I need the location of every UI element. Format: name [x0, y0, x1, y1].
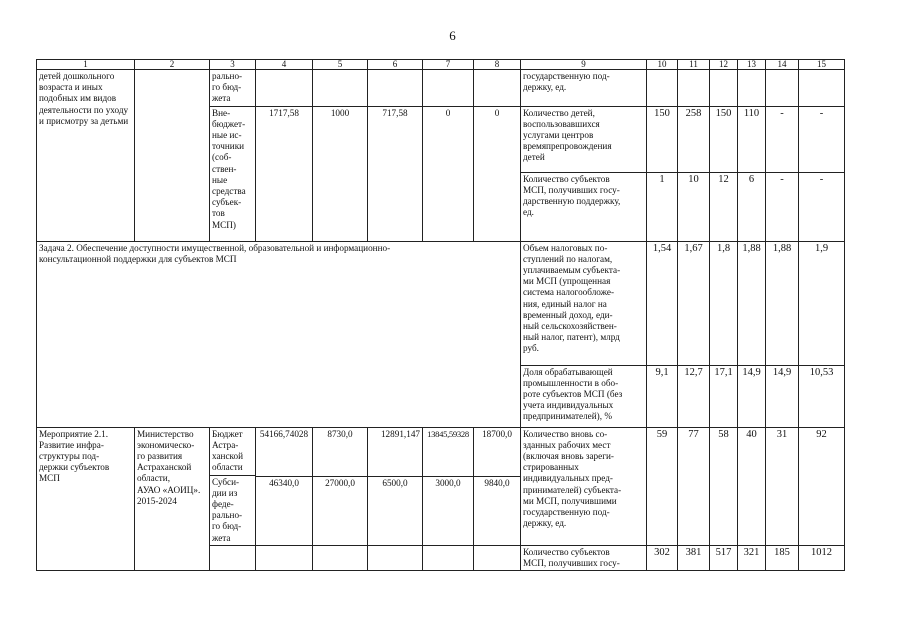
value-cell: 10 [678, 172, 710, 241]
activity-cell: Мероприятие 2.1. Развитие инфра- структуры под- держки субъектов МСП [37, 427, 135, 571]
table-row [37, 241, 845, 365]
source-cell: Вне- бюджет- ные ис- точники (соб- ствен- ные средства субъек- тов МСП) [210, 106, 256, 241]
finance-value: 6500,0 [382, 477, 408, 488]
finance-cell [368, 427, 423, 545]
value-cell: 381 [678, 545, 710, 570]
finance-cell [256, 427, 313, 545]
value-cell: 9,1 [647, 365, 678, 427]
finance-value: 12891,147 [368, 428, 422, 477]
header-cell: 6 [368, 60, 423, 70]
value-cell: - [766, 106, 799, 172]
responsible-cell [135, 70, 210, 242]
value-cell: 59 [647, 427, 678, 545]
value-cell [678, 70, 710, 107]
source-federal: Субси- дии из феде- рально- го бюд- жета [212, 476, 243, 543]
source-cell: рально- го бюд- жета [210, 70, 256, 107]
header-cell: 11 [678, 60, 710, 70]
finance-cell [423, 427, 474, 545]
indicator-cell: Количество субъектов МСП, получивших госу- [521, 545, 647, 570]
value-cell: 31 [766, 427, 799, 545]
finance-value: 13845,59328 [423, 428, 473, 477]
value-cell [647, 70, 678, 107]
value-cell: 1,88 [738, 241, 766, 365]
header-cell: 13 [738, 60, 766, 70]
value-cell [738, 70, 766, 107]
value-cell [766, 70, 799, 107]
header-cell: 8 [474, 60, 521, 70]
page-number: 6 [449, 28, 456, 43]
finance-cell [368, 545, 423, 570]
finance-cell: 0 [423, 106, 474, 241]
finance-cell [474, 427, 521, 545]
finance-cell: 1717,58 [256, 106, 313, 241]
value-cell: 77 [678, 427, 710, 545]
header-cell: 4 [256, 60, 313, 70]
source-budget: Бюджет Астра- ханской области [210, 428, 255, 476]
header-cell: 12 [710, 60, 738, 70]
finance-cell [368, 70, 423, 107]
value-cell: 1,67 [678, 241, 710, 365]
value-cell: 1 [647, 172, 678, 241]
activity-cell: детей дошкольного возраста и иных подобных им видов деятельности по уходу и присмотру за детьми [37, 70, 135, 242]
finance-cell: 0 [474, 106, 521, 241]
indicator-cell: государственную под- держку, ед. [521, 70, 647, 107]
value-cell: - [799, 106, 845, 172]
header-cell: 3 [210, 60, 256, 70]
value-cell: 6 [738, 172, 766, 241]
table-row [37, 70, 845, 107]
value-cell: 10,53 [799, 365, 845, 427]
value-cell: - [799, 172, 845, 241]
finance-cell [313, 427, 368, 545]
value-cell: 1,88 [766, 241, 799, 365]
value-cell: 1012 [799, 545, 845, 570]
indicator-cell: Доля обрабатывающей промышленности в обо- роте субъектов МСП (без учета индивидуальных предпринимателей), % [521, 365, 647, 427]
indicator-cell: Количество субъектов МСП, получивших госу- дарственную поддержку, ед. [521, 172, 647, 241]
value-cell: 1,54 [647, 241, 678, 365]
value-cell: 14,9 [766, 365, 799, 427]
indicator-cell: Объем налоговых по- ступлений по налогам, уплачиваемым субъекта- ми МСП (упрощенная система налогообложе- ния, единый налог на временный доход, еди- ный сельскохозяйствен- ный налог, патент), млрд руб. [521, 241, 647, 365]
header-cell: 7 [423, 60, 474, 70]
finance-cell [256, 70, 313, 107]
source-cell [210, 427, 256, 545]
value-cell: 1,8 [710, 241, 738, 365]
value-cell: 258 [678, 106, 710, 172]
responsible-cell: Министерство экономическо- го развития Астраханской области, АУАО «АОИЦ». 2015-2024 [135, 427, 210, 571]
header-cell: 15 [799, 60, 845, 70]
value-cell: 321 [738, 545, 766, 570]
value-cell [710, 70, 738, 107]
header-cell: 1 [37, 60, 135, 70]
value-cell: 150 [710, 106, 738, 172]
header-cell: 2 [135, 60, 210, 70]
value-cell: 302 [647, 545, 678, 570]
finance-cell [474, 70, 521, 107]
finance-cell [474, 545, 521, 570]
header-cell: 5 [313, 60, 368, 70]
value-cell: 12 [710, 172, 738, 241]
task-title-cell: Задача 2. Обеспечение доступности имущественной, образовательной и информационно- консультационной поддержки для субъектов МСП [37, 241, 521, 427]
finance-value: 54166,74028 [256, 428, 312, 477]
finance-value: 8730,0 [313, 428, 367, 477]
finance-value: 18700,0 [474, 428, 520, 477]
header-cell: 9 [521, 60, 647, 70]
value-cell: - [766, 172, 799, 241]
finance-value: 46340,0 [269, 477, 299, 488]
finance-cell [313, 70, 368, 107]
value-cell: 14,9 [738, 365, 766, 427]
value-cell: 40 [738, 427, 766, 545]
finance-cell: 717,58 [368, 106, 423, 241]
finance-value: 27000,0 [325, 477, 355, 488]
finance-cell [313, 545, 368, 570]
indicator-cell: Количество детей, воспользовавшихся услугами центров времяпрепровождения детей [521, 106, 647, 172]
finance-value: 3000,0 [435, 477, 461, 488]
header-cell: 14 [766, 60, 799, 70]
table-row [37, 427, 845, 545]
finance-cell [256, 545, 313, 570]
finance-cell [423, 70, 474, 107]
value-cell: 12,7 [678, 365, 710, 427]
program-table [36, 59, 845, 571]
value-cell: 517 [710, 545, 738, 570]
value-cell: 92 [799, 427, 845, 545]
value-cell: 110 [738, 106, 766, 172]
value-cell: 150 [647, 106, 678, 172]
value-cell: 185 [766, 545, 799, 570]
source-cell [210, 545, 256, 570]
header-row [37, 60, 845, 70]
value-cell: 58 [710, 427, 738, 545]
indicator-cell: Количество вновь со- зданных рабочих мест (включая вновь зареги- стрированных индивидуальных пред- принимателей) субъекта- ми МСП, получившими государственную под- держку, ед. [521, 427, 647, 545]
header-cell: 10 [647, 60, 678, 70]
value-cell: 1,9 [799, 241, 845, 365]
value-cell [799, 70, 845, 107]
finance-value: 9840,0 [484, 477, 510, 488]
value-cell: 17,1 [710, 365, 738, 427]
finance-cell [423, 545, 474, 570]
finance-cell: 1000 [313, 106, 368, 241]
